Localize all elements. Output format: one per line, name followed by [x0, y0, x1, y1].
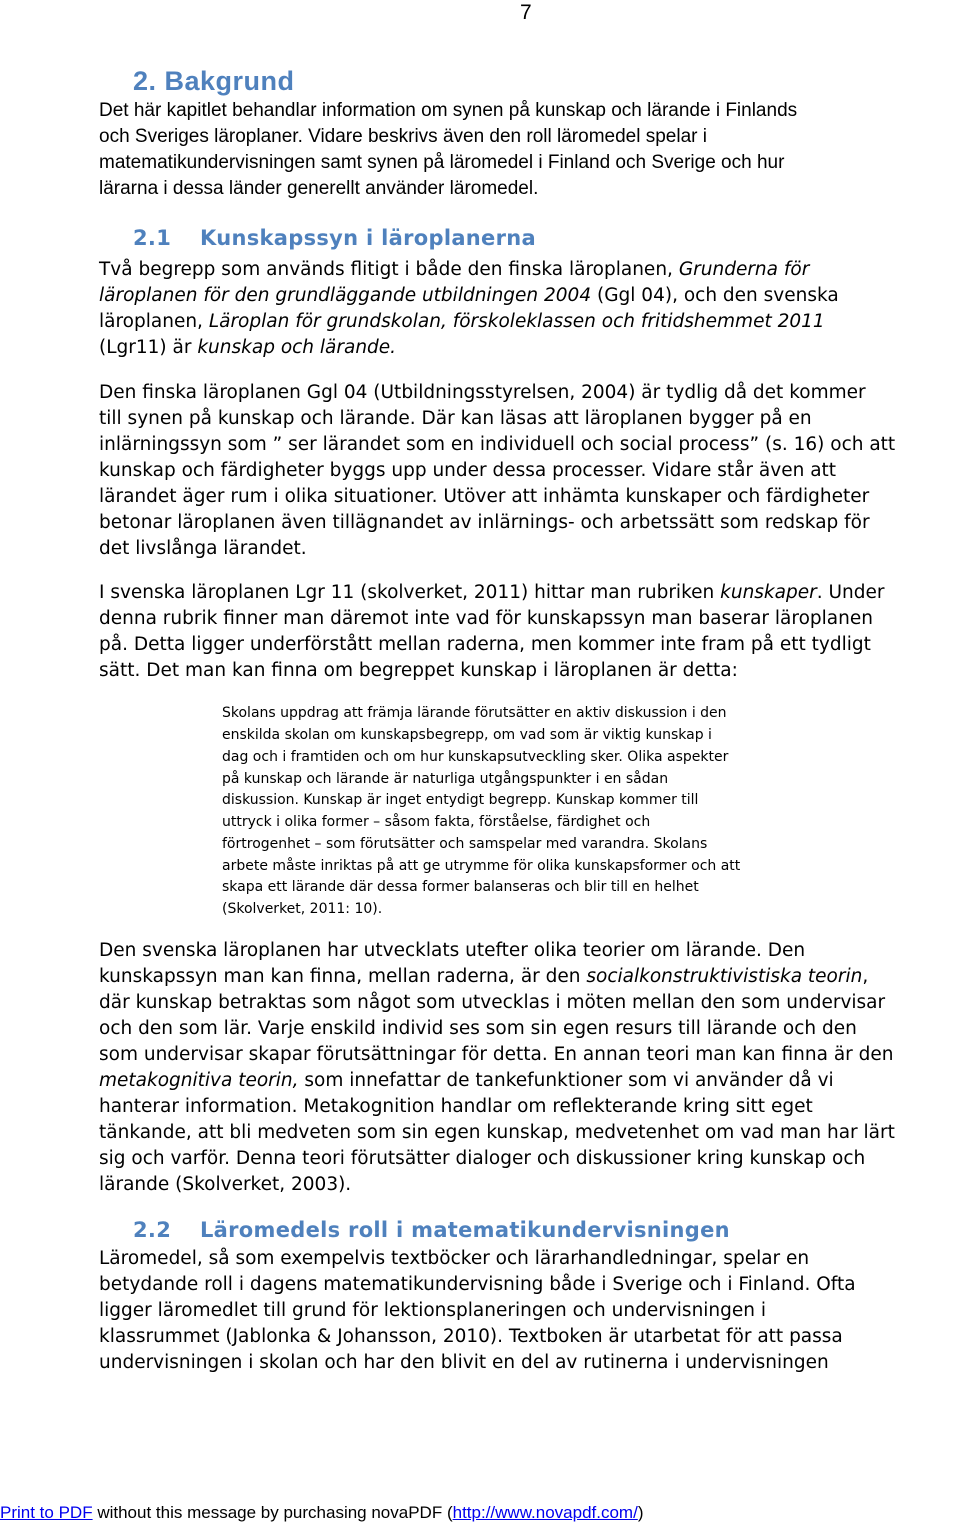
italic-text: kunskap och lärande.: [197, 337, 397, 358]
paragraph-line: [99, 309, 825, 335]
subsection-heading-2-2: [133, 1215, 730, 1245]
intro-line: matematikundervisningen samt synen på läromedel i Finland och Sverige och hur: [99, 152, 785, 173]
paragraph-line: och den som lär. Varje enskild individ ses som sin egen resurs till lärande och den: [99, 1018, 857, 1039]
paragraph-line: denna rubrik finner man däremot inte vad för kunskapssyn man baserar läroplanen: [99, 608, 873, 629]
italic-text: Grunderna för: [678, 259, 810, 280]
subsection-title: Läromedels roll i matematikundervisningen: [200, 1218, 730, 1242]
paragraph-line: klassrummet (Jablonka & Johansson, 2010). Textboken är utarbetat för att passa: [99, 1326, 843, 1347]
italic-text: Läroplan för grundskolan, förskoleklassen och fritidshemmet 2011: [208, 311, 825, 332]
quote-line: (Skolverket, 2011: 10).: [222, 901, 383, 917]
paragraph-line: [99, 257, 809, 283]
paragraph-line: betydande roll i dagens matematikundervisning både i Sverige och i Finland. Ofta: [99, 1274, 856, 1295]
section-heading: 2. Bakgrund: [133, 66, 295, 96]
subsection-heading-2-1: [133, 223, 536, 253]
footer-text: without this message by purchasing novaPDF (: [92, 1503, 453, 1522]
paragraph-line: [99, 283, 839, 309]
paragraph-line: lärande (Skolverket, 2003).: [99, 1174, 352, 1195]
paragraph-line: undervisningen i skolan och har den blivit en del av rutinerna i undervisningen: [99, 1352, 829, 1373]
text: (Lgr11) är: [99, 337, 198, 358]
quote-line: förtrogenhet – som förutsätter och samspelar med varandra. Skolans: [222, 836, 708, 852]
quote-line: enskilda skolan om kunskapsbegrepp, om vad som är viktig kunskap i: [222, 727, 712, 743]
paragraph-line: det livslånga lärandet.: [99, 538, 307, 559]
paragraph-line: hanterar information. Metakognition handlar om reflekterande kring sitt eget: [99, 1096, 813, 1117]
italic-text: läroplanen för den grundläggande utbildningen 2004: [99, 285, 592, 306]
quote-line: uttryck i olika former – såsom fakta, förståelse, färdighet och: [222, 814, 651, 830]
paragraph-line: sätt. Det man kan finna om begreppet kunskap i läroplanen är detta:: [99, 660, 738, 681]
paragraph-line: betonar läroplanen även tillägnandet av inlärnings- och arbetssätt som redskap för: [99, 512, 870, 533]
paragraph-line: där kunskap betraktas som något som utvecklas i möten mellan den som undervisar: [99, 992, 886, 1013]
paragraph-line: Den svenska läroplanen har utvecklats utefter olika teorier om lärande. Den: [99, 940, 806, 961]
quote-line: diskussion. Kunskap är inget entydigt begrepp. Kunskap kommer till: [222, 792, 699, 808]
paragraph-line: [99, 964, 868, 990]
intro-line: Det här kapitlet behandlar information om synen på kunskap och lärande i Finlands: [99, 100, 798, 121]
text: som innefattar de tankefunktioner som vi använder då vi: [298, 1070, 834, 1091]
text: I svenska läroplanen Lgr 11 (skolverket, 2011) hittar man rubriken: [99, 582, 721, 603]
paragraph-line: som undervisar skapar förutsättningar för detta. En annan teori man kan finna är den: [99, 1044, 894, 1065]
paragraph-line: [99, 1068, 834, 1094]
italic-text: kunskaper: [720, 582, 817, 603]
quote-line: dag och i framtiden och om hur kunskapsutveckling sker. Olika aspekter: [222, 749, 729, 765]
paragraph-line: sig och varför. Denna teori förutsätter dialoger och diskussioner kring kunskap och: [99, 1148, 866, 1169]
print-to-pdf-link[interactable]: Print to PDF: [0, 1503, 93, 1522]
text: läroplanen,: [99, 311, 209, 332]
paragraph-line: Läromedel, så som exempelvis textböcker och lärarhandledningar, spelar en: [99, 1248, 810, 1269]
italic-text: metakognitiva teorin,: [99, 1070, 299, 1091]
intro-line: och Sveriges läroplaner. Vidare beskrivs även den roll läromedel spelar i: [99, 126, 707, 147]
quote-line: skapa ett lärande där dessa former balanseras och blir till en helhet: [222, 879, 699, 895]
quote-line: Skolans uppdrag att främja lärande förutsätter en aktiv diskussion i den: [222, 705, 727, 721]
footer-text-end: ): [637, 1503, 644, 1522]
paragraph-line: inlärningssyn som ” ser lärandet som en individuell och social process” (s. 16) och att: [99, 434, 896, 455]
text: Två begrepp som används flitigt i både den finska läroplanen,: [99, 259, 679, 280]
text: ,: [862, 966, 869, 987]
paragraph-line: på. Detta ligger underförstått mellan raderna, men kommer inte fram på ett tydligt: [99, 634, 871, 655]
text: . Under: [816, 582, 885, 603]
subsection-title: Kunskapssyn i läroplanerna: [200, 226, 536, 250]
paragraph-line: Den finska läroplanen Ggl 04 (Utbildningsstyrelsen, 2004) är tydlig då det kommer: [99, 382, 866, 403]
page-number: 7: [520, 1, 532, 24]
quote-line: arbete måste inriktas på att ge utrymme för olika kunskapsformer och att: [222, 858, 741, 874]
intro-line: lärarna i dessa länder generellt använder läromedel.: [99, 178, 539, 199]
paragraph-line: kunskap och färdigheter byggs upp under dessa processer. Vidare står även att: [99, 460, 837, 481]
paragraph-line: ligger läromedlet till grund för lektionsplaneringen och undervisningen i: [99, 1300, 767, 1321]
italic-text: socialkonstruktivistiska teorin: [586, 966, 863, 987]
quote-line: på kunskap och lärande är naturliga utgångspunkter i en sådan: [222, 771, 669, 787]
paragraph-line: [99, 580, 884, 606]
text: kunskapssyn man kan finna, mellan raderna, är den: [99, 966, 587, 987]
subsection-number: 2.2: [133, 1218, 172, 1242]
novapdf-url-link[interactable]: http://www.novapdf.com/: [452, 1503, 638, 1522]
paragraph-line: till synen på kunskap och lärande. Där kan läsas att läroplanen bygger på en: [99, 408, 812, 429]
footer-watermark: [0, 1502, 643, 1524]
paragraph-line: tänkande, att bli medveten som sin egen kunskap, medvetenhet om vad man har lärt: [99, 1122, 895, 1143]
paragraph-line: [99, 335, 396, 361]
paragraph-line: lärandet äger rum i olika situationer. Utöver att inhämta kunskaper och färdigheter: [99, 486, 870, 507]
text: (Ggl 04), och den svenska: [591, 285, 839, 306]
subsection-number: 2.1: [133, 226, 172, 250]
